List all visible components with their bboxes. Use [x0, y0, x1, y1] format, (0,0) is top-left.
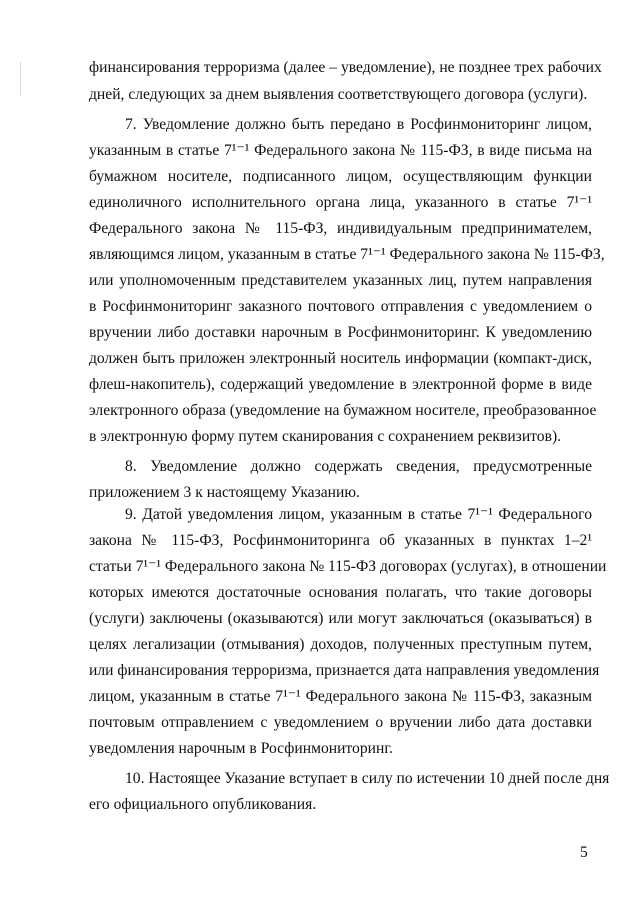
text-line: приложением 3 к настоящему Указанию.: [89, 484, 360, 501]
text-line: целях легализации (отмывания) доходов, полученных преступным путем,: [89, 636, 592, 653]
text-line: указанным в статье 7¹⁻¹ Федерального закона № 115-ФЗ, в виде письма на: [89, 142, 592, 159]
text-line: или финансирования терроризма, признается дата направления уведомления: [89, 662, 600, 679]
text-line: в электронную форму путем сканирования с сохранением реквизитов).: [89, 428, 562, 445]
text-line: его официального опубликования.: [89, 796, 317, 813]
text-line: 7. Уведомление должно быть передано в Росфинмониторинг лицом,: [125, 116, 592, 133]
text-line: уведомления нарочным в Росфинмониторинг.: [89, 740, 393, 757]
text-line: флеш-накопитель), содержащий уведомление в электронной форме в виде: [89, 376, 592, 393]
text-line: 9. Датой уведомления лицом, указанным в статье 7¹⁻¹ Федерального: [125, 506, 592, 523]
text-line: дней, следующих за днем выявления соответствующего договора (услуги).: [89, 86, 588, 103]
text-line: которых имеются достаточные основания полагать, что такие договоры: [89, 584, 592, 601]
text-line: являющимся лицом, указанным в статье 7¹⁻¹ Федерального закона № 115-ФЗ,: [89, 246, 605, 263]
scan-margin-mark: [20, 62, 21, 96]
page-number: 5: [580, 844, 588, 861]
text-line: 8. Уведомление должно содержать сведения, предусмотренные: [125, 458, 592, 475]
text-line: или уполномоченным представителем указанных лиц, путем направления: [89, 272, 592, 289]
text-line: финансирования терроризма (далее – уведомление), не позднее трех рабочих: [89, 59, 602, 76]
text-line: должен быть приложен электронный носитель информации (компакт-диск,: [89, 350, 592, 367]
text-line: в Росфинмониторинг заказного почтового отправления с уведомлением о: [89, 298, 592, 315]
text-line: закона № 115-ФЗ, Росфинмониторинга об указанных в пунктах 1–2¹: [89, 532, 592, 549]
text-line: вручении либо доставки нарочным в Росфинмониторинг. К уведомлению: [89, 324, 592, 341]
text-line: единоличного исполнительного органа лица, указанного в статье 7¹⁻¹: [89, 194, 592, 211]
text-line: (услуги) заключены (оказываются) или могут заключаться (оказываться) в: [89, 610, 592, 627]
text-line: Федерального закона № 115-ФЗ, индивидуальным предпринимателем,: [89, 220, 592, 237]
text-line: почтовым отправлением с уведомлением о вручении либо дата доставки: [89, 714, 592, 731]
text-line: бумажном носителе, подписанного лицом, осуществляющим функции: [89, 168, 592, 185]
text-line: электронного образа (уведомление на бумажном носителе, преобразованное: [89, 402, 597, 419]
text-line: 10. Настоящее Указание вступает в силу по истечении 10 дней после дня: [125, 770, 610, 787]
text-line: лицом, указанным в статье 7¹⁻¹ Федерального закона № 115-ФЗ, заказным: [89, 688, 592, 705]
text-line: статьи 7¹⁻¹ Федерального закона № 115-ФЗ договорах (услугах), в отношении: [89, 558, 607, 575]
